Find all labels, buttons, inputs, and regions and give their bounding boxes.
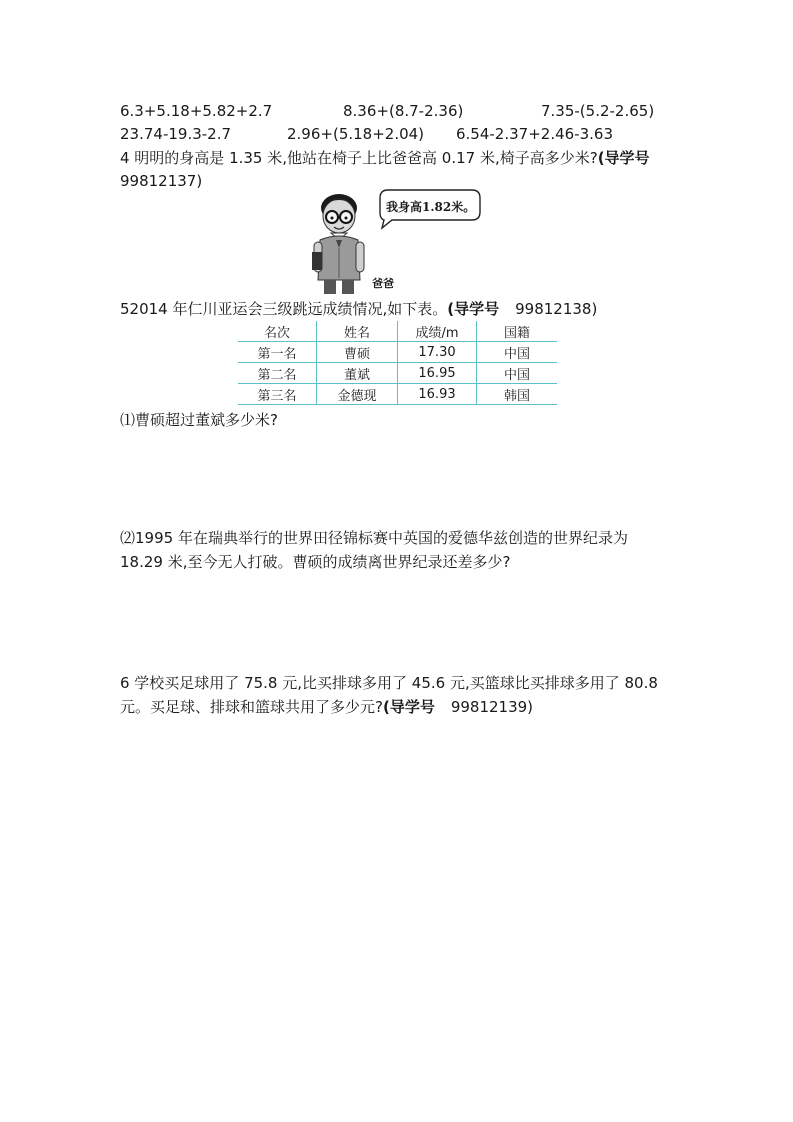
table-header: 国籍: [477, 321, 558, 342]
question-5-part-2-line-2: 18.29 米,至今无人打破。曹硕的成绩离世界纪录还差多少?: [120, 553, 511, 571]
question-5-text: 52014 年仁川亚运会三级跳远成绩情况,如下表。: [120, 300, 448, 318]
question-6-line-2: [120, 696, 533, 718]
table-cell: 金德现: [317, 384, 398, 405]
question-4-text: 4 明明的身高是 1.35 米,他站在椅子上比爸爸高 0.17 米,椅子高多少米?: [120, 149, 598, 167]
calc-expression: 6.54-2.37+2.46-3.63: [456, 125, 613, 143]
table-cell: 第二名: [238, 363, 317, 384]
table-cell: 16.95: [398, 363, 477, 384]
guide-number: 99812137): [120, 172, 203, 190]
question-6-line-1: 6 学校买足球用了 75.8 元,比买排球多用了 45.6 元,买篮球比买排球多用了 80.8: [120, 674, 658, 692]
table-cell: 曹硕: [317, 342, 398, 363]
table-cell: 董斌: [317, 363, 398, 384]
table-cell: 韩国: [477, 384, 558, 405]
guide-label: (导学号: [382, 698, 435, 716]
table-cell: 16.93: [398, 384, 477, 405]
question-5: [120, 298, 597, 320]
question-5-part-2-line-1: ⑵1995 年在瑞典举行的世界田径锦标赛中英国的爱德华兹创造的世界纪录为: [120, 529, 628, 547]
results-table: [238, 321, 557, 405]
table-row: [238, 363, 557, 384]
speech-bubble-text: 我身高1.82米。: [386, 200, 476, 214]
table-cell: 第一名: [238, 342, 317, 363]
calc-expression: 6.3+5.18+5.82+2.7: [120, 102, 273, 120]
question-5-part-1: ⑴曹硕超过董斌多少米?: [120, 411, 278, 429]
guide-label: (导学号: [447, 300, 500, 318]
table-cell: 17.30: [398, 342, 477, 363]
table-row: [238, 384, 557, 405]
calc-expression: 2.96+(5.18+2.04): [287, 125, 425, 143]
table-header-row: [238, 321, 557, 342]
guide-number: 99812138): [515, 300, 598, 318]
question-6-text: 元。买足球、排球和篮球共用了多少元?: [120, 698, 383, 716]
table-header: 姓名: [317, 321, 398, 342]
illustration-caption: 爸爸: [372, 277, 394, 290]
calc-expression: 8.36+(8.7-2.36): [343, 102, 464, 120]
guide-number: 99812139): [450, 698, 534, 716]
table-cell: 中国: [477, 363, 558, 384]
table-cell: 中国: [477, 342, 558, 363]
calc-expression: 7.35-(5.2-2.65): [541, 102, 655, 120]
guide-label: (导学号: [597, 149, 650, 167]
table-header: 名次: [238, 321, 317, 342]
table-cell: 第三名: [238, 384, 317, 405]
question-4: [120, 147, 650, 169]
table-row: [238, 342, 557, 363]
calc-expression: 23.74-19.3-2.7: [120, 125, 232, 143]
table-header: 成绩/m: [398, 321, 477, 342]
